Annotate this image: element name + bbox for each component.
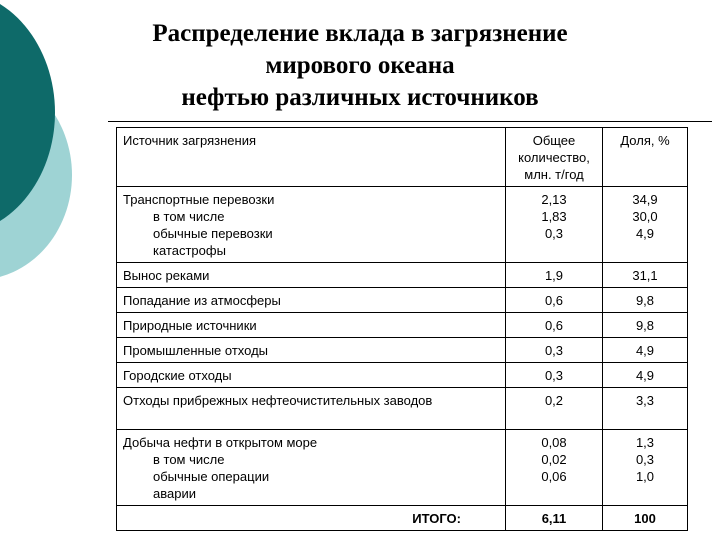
title-divider: [108, 121, 712, 122]
row-share: [603, 430, 688, 506]
amount-line: 2,13: [541, 192, 567, 207]
row-source: [117, 187, 506, 263]
decorative-circles: [0, 0, 110, 300]
share-line: 1,0: [635, 469, 655, 484]
row-amount: 1,9: [506, 263, 603, 288]
table-row: [117, 313, 688, 338]
row-amount: 0,6: [506, 313, 603, 338]
title-line-2: мирового океана: [265, 52, 455, 79]
row-amount: 0,3: [506, 363, 603, 388]
share-line: 0,3: [635, 452, 655, 467]
header-share: Доля, %: [603, 128, 688, 187]
source-subline: обычные перевозки: [153, 226, 273, 241]
source-line: Добыча нефти в открытом море: [123, 435, 318, 450]
row-share: [603, 187, 688, 263]
row-amount: 0,6: [506, 288, 603, 313]
share-line: 30,0: [632, 209, 658, 224]
row-source: Отходы прибрежных нефтеочистительных заводов: [117, 388, 506, 430]
amount-line: 0,06: [541, 469, 567, 484]
table-row: [117, 363, 688, 388]
share-line: 34,9: [632, 192, 658, 207]
table-row: [117, 388, 688, 430]
row-amount: [506, 187, 603, 263]
source-subline: в том числе: [153, 452, 225, 467]
title-line-1: Распределение вклада в загрязнение: [152, 20, 568, 47]
share-line: 1,3: [635, 435, 655, 450]
table-row: [117, 288, 688, 313]
table-row: [117, 187, 688, 263]
row-source: [117, 430, 506, 506]
total-share: 100: [603, 506, 688, 531]
total-label: ИТОГО:: [117, 506, 506, 531]
row-source: Промышленные отходы: [117, 338, 506, 363]
amount-line: 0,02: [541, 452, 567, 467]
row-share: 9,8: [603, 313, 688, 338]
header-amount-line: млн. т/год: [524, 167, 584, 182]
row-source: Природные источники: [117, 313, 506, 338]
table-total-row: [117, 506, 688, 531]
header-source: Источник загрязнения: [117, 128, 506, 187]
header-amount: [506, 128, 603, 187]
pollution-sources-table: [116, 127, 688, 531]
row-share: 31,1: [603, 263, 688, 288]
row-source: Попадание из атмосферы: [117, 288, 506, 313]
table-header-row: [117, 128, 688, 187]
header-amount-line: Общее: [532, 133, 576, 148]
row-share: 4,9: [603, 338, 688, 363]
amount-line: 0,08: [541, 435, 567, 450]
source-subline: катастрофы: [153, 243, 226, 258]
row-amount: [506, 430, 603, 506]
slide-title: [110, 18, 610, 114]
source-subline: обычные операции: [153, 469, 270, 484]
share-line: 4,9: [635, 226, 655, 241]
total-amount: 6,11: [506, 506, 603, 531]
source-line: Транспортные перевозки: [123, 192, 275, 207]
source-subline: в том числе: [153, 209, 225, 224]
table-row: [117, 430, 688, 506]
row-source: Городские отходы: [117, 363, 506, 388]
row-amount: 0,2: [506, 388, 603, 430]
amount-line: 1,83: [541, 209, 567, 224]
row-amount: 0,3: [506, 338, 603, 363]
source-subline: аварии: [153, 486, 196, 501]
row-share: 4,9: [603, 363, 688, 388]
table-row: [117, 263, 688, 288]
table-row: [117, 338, 688, 363]
row-share: 9,8: [603, 288, 688, 313]
row-share: 3,3: [603, 388, 688, 430]
header-amount-line: количество,: [518, 150, 590, 165]
amount-line: 0,3: [544, 226, 564, 241]
title-line-3: нефтью различных источников: [181, 84, 539, 111]
row-source: Вынос реками: [117, 263, 506, 288]
